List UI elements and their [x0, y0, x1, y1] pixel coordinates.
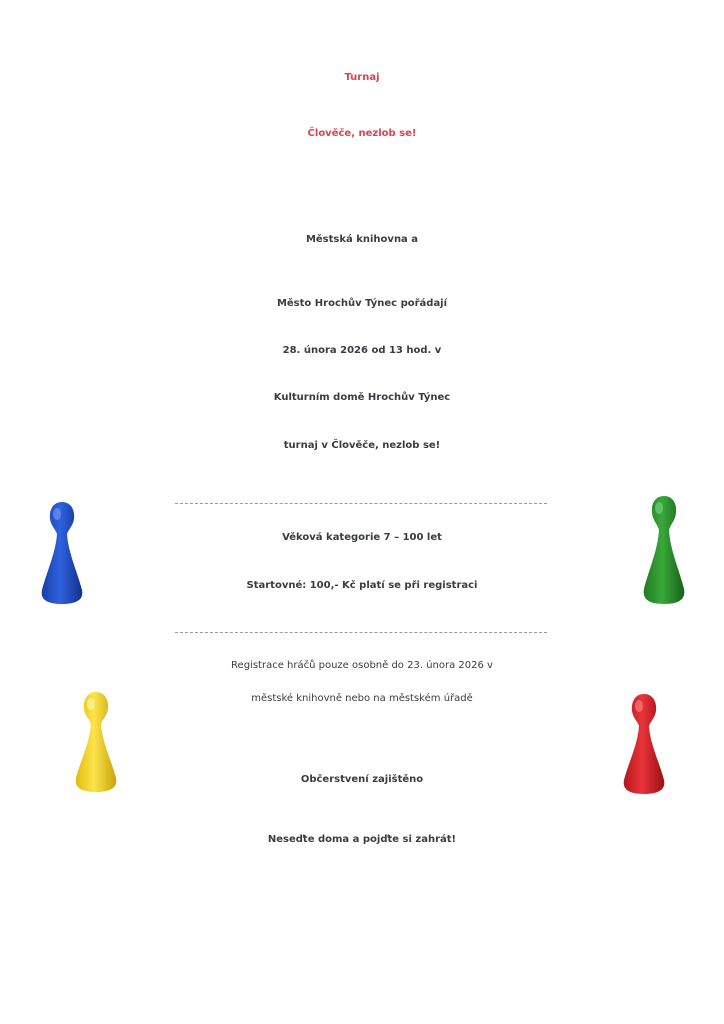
- invitation-line: Neseďte doma a pojďte si zahrát!: [267, 834, 457, 845]
- date-line: 28. února 2026 od 13 hod. v: [282, 345, 442, 356]
- yellow-pawn-icon: [72, 690, 120, 794]
- venue-line: Kulturním domě Hrochův Týnec: [273, 392, 451, 403]
- red-pawn-icon: [620, 692, 668, 796]
- dashed-divider-top: [175, 503, 547, 504]
- registration-line2: městské knihovně nebo na městském úřadě: [251, 693, 473, 704]
- dashed-divider-bottom: [175, 632, 547, 633]
- poster-title-line2: Člověče, nezlob se!: [307, 128, 417, 139]
- organizer-line2: Město Hrochův Týnec pořádají: [276, 298, 448, 309]
- blue-pawn-icon: [38, 500, 86, 606]
- refreshments-note: Občerstvení zajištěno: [300, 774, 424, 785]
- green-pawn-icon: [640, 494, 688, 606]
- event-line: turnaj v Člověče, nezlob se!: [283, 440, 441, 451]
- entry-fee: Startovné: 100,- Kč platí se při registraci: [246, 580, 478, 591]
- organizer-line1: Městská knihovna a: [305, 234, 419, 245]
- registration-line1: Registrace hráčů pouze osobně do 23. února 2026 v: [231, 660, 493, 671]
- poster-title-line1: Turnaj: [344, 72, 380, 83]
- age-category: Věková kategorie 7 – 100 let: [282, 532, 442, 543]
